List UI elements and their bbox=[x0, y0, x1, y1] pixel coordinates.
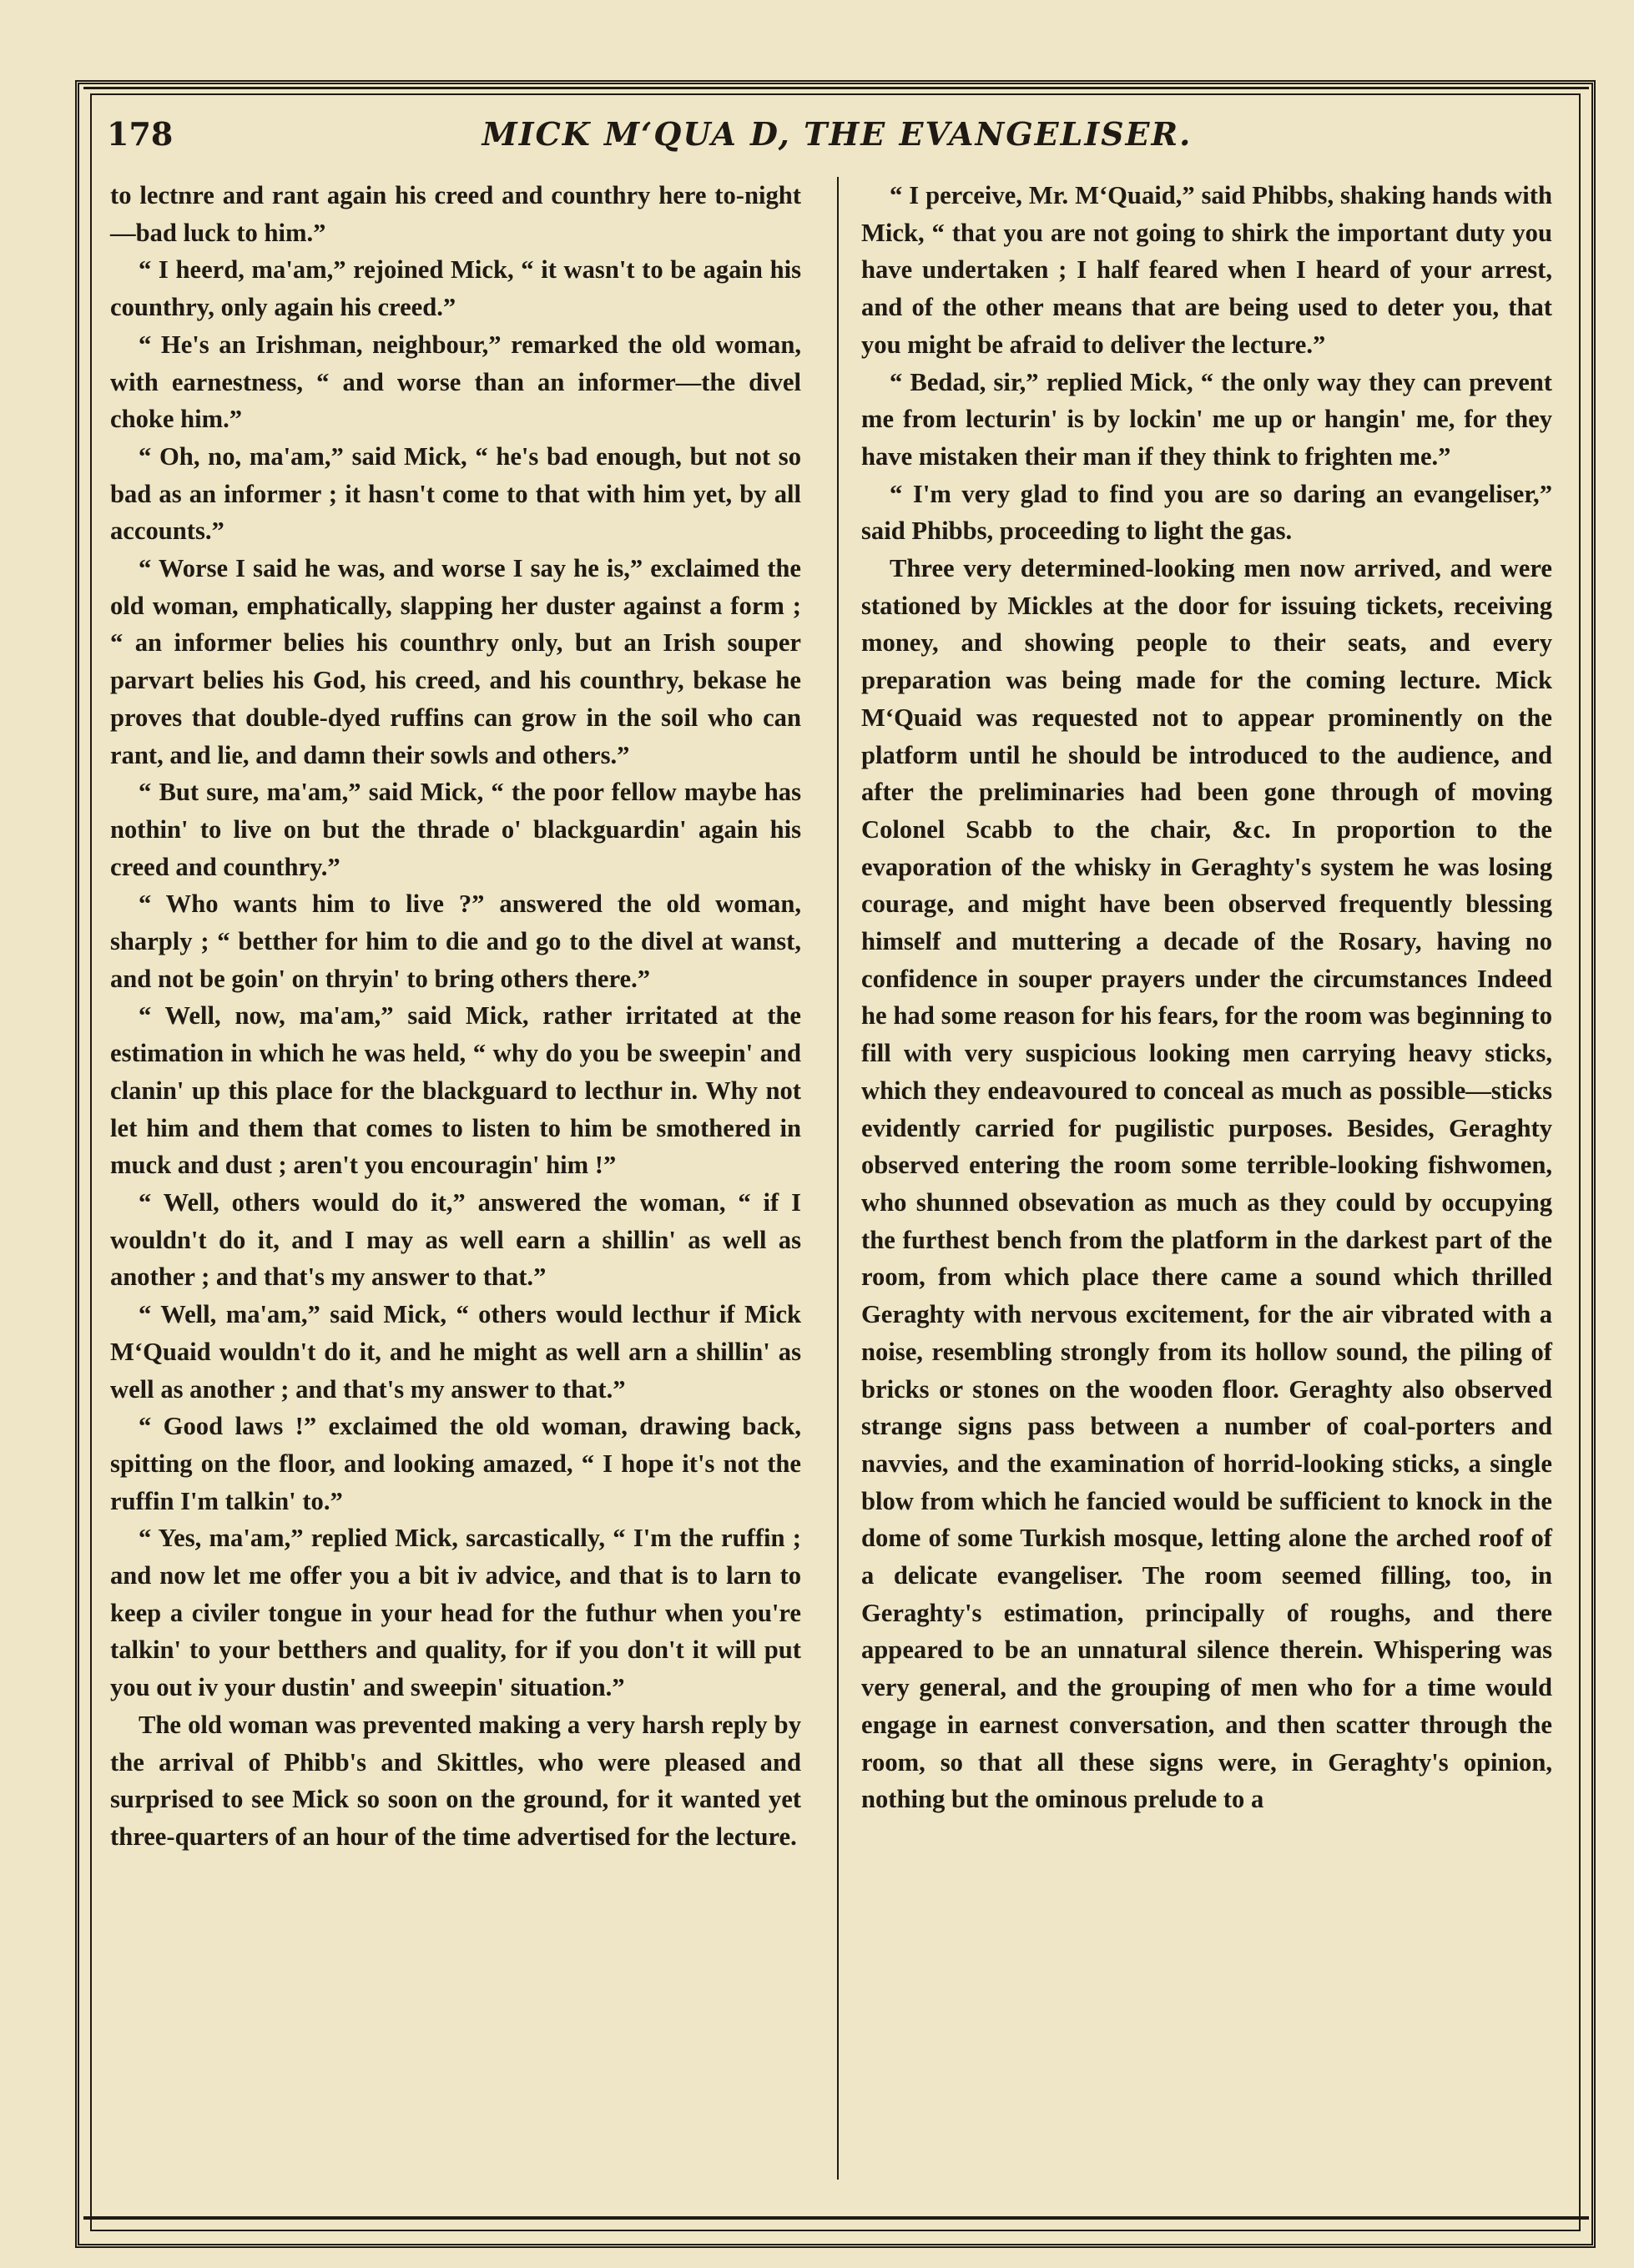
paragraph: Three very determined-looking men now arrived, and were stationed by Mickles at the door for issuing tickets, receiving money, and showing people to their seats, and every preparation was being made for the coming lecture. Mick M‘Quaid was requested not to appear prominently on the platform until he should be introduced to the audience, and after the preliminaries had been gone through of moving Colonel Scabb to the chair, &c. In proportion to the evaporation of the whisky in Geraghty's system he was losing courage, and might have been observed frequently blessing himself and muttering a decade of the Rosary, having no confidence in souper prayers under the circumstances Indeed he had some reason for his fears, for the room was beginning to fill with very suspicious looking men carrying heavy sticks, which they endeavoured to conceal as much as possible—sticks evidently carried for pugilistic purposes. Besides, Geraghty observed entering the room some terrible-looking fishwomen, who shunned obsevation as much as they could by occupying the furthest bench from the platform in the darkest part of the room, from which place there came a sound which thrilled Geraghty with nervous excitement, for the air vibrated with a noise, resembling strongly from its hollow sound, the piling of bricks or stones on the wooden floor. Geraghty also observed strange signs pass between a number of coal-porters and navvies, and the examination of horrid-looking sticks, a single blow from which he fancied would be sufficient to knock in the dome of some Turkish mosque, letting alone the arched roof of a delicate evangeliser. The room seemed filling, too, in Geraghty's estimation, principally of roughs, and there appeared to be an unnatural silence therein. Whispering was very general, and the grouping of men who for a time would engage in earnest conversation, and then scatter through the room, so that all these signs were, in Geraghty's opinion, nothing but the ominous prelude to a bbox=[861, 554, 1552, 1814]
paragraph: “ Well, now, ma'am,” said Mick, rather irritated at the estimation in which he was held, “ why do you be sweepin' and clanin' up this place for the blackguard to lecthur in. Why not let him and them that comes to listen to him be smothered in muck and dust ; aren't you encouragin' him !” bbox=[110, 1001, 801, 1180]
paragraph: to lectnre and rant again his creed and counthry here to-night—bad luck to him.” bbox=[110, 181, 801, 247]
left-column bbox=[110, 177, 801, 1856]
paragraph: “ Yes, ma'am,” replied Mick, sarcastically, “ I'm the ruffin ; and now let me offer you a bit iv advice, and that is to larn to keep a civiler tongue in your head for the futhur when you're talkin' to your betthers and quality, for if you don't it will put you out iv your dustin' and sweepin' situation.” bbox=[110, 1524, 801, 1702]
column-divider bbox=[837, 177, 839, 2180]
paragraph: “ Good laws !” exclaimed the old woman, drawing back, spitting on the floor, and looking amazed, “ I hope it's not the ruffin I'm talkin' to.” bbox=[110, 1412, 801, 1515]
paragraph: “ I heerd, ma'am,” rejoined Mick, “ it wasn't to be again his counthry, only again his creed.” bbox=[110, 255, 801, 322]
bottom-rule bbox=[83, 2216, 1589, 2220]
paragraph: “ Well, others would do it,” answered the woman, “ if I wouldn't do it, and I may as well earn a shillin' as well as another ; and that's my answer to that.” bbox=[110, 1187, 801, 1292]
paragraph: “ Bedad, sir,” replied Mick, “ the only way they can prevent me from lecturin' is by lockin' me up or hangin' me, for they have mistaken their man if they think to frighten me.” bbox=[861, 367, 1552, 471]
paragraph: The old woman was prevented making a very harsh reply by the arrival of Phibb's and Skittles, who were pleased and surprised to see Mick so soon on the ground, for it wanted yet three-quarters of an hour of the time advertised for the lecture. bbox=[110, 1710, 801, 1851]
paragraph: “ Well, ma'am,” said Mick, “ others would lecthur if Mick M‘Quaid wouldn't do it, and he might as well arn a shillin' as well as another ; and that's my answer to that.” bbox=[110, 1300, 801, 1404]
paragraph: “ Who wants him to live ?” answered the old woman, sharply ; “ betther for him to die and go to the divel at wanst, and not be goin' on thryin' to bring others there.” bbox=[110, 890, 801, 993]
paragraph: “ Oh, no, ma'am,” said Mick, “ he's bad enough, but not so bad as an informer ; it hasn't come to that with him yet, by all accounts.” bbox=[110, 441, 801, 546]
right-column bbox=[861, 177, 1552, 1818]
page-number: 178 bbox=[107, 115, 174, 153]
running-title: MICK M‘QUA D, THE EVANGELISER. bbox=[482, 115, 1193, 153]
page-header bbox=[107, 110, 1567, 160]
paragraph: “ He's an Irishman, neighbour,” remarked the old woman, with earnestness, “ and worse than an informer—the divel choke him.” bbox=[110, 330, 801, 434]
paragraph: “ Worse I said he was, and worse I say he is,” exclaimed the old woman, emphatically, slapping her duster against a form ; “ an informer belies his counthry only, but an Irish souper parvart belies his God, his creed, and his counthry, bekase he proves that double-dyed ruffins can grow in the soil who can rant, and lie, and damn their sowls and others.” bbox=[110, 554, 801, 769]
paragraph: “ But sure, ma'am,” said Mick, “ the poor fellow maybe has nothin' to live on but the thrade o' blackguardin' again his creed and counthry.” bbox=[110, 778, 801, 881]
paragraph: “ I'm very glad to find you are so daring an evangeliser,” said Phibbs, proceeding to light the gas. bbox=[861, 479, 1552, 546]
paragraph: “ I perceive, Mr. M‘Quaid,” said Phibbs, shaking hands with Mick, “ that you are not going to shirk the important duty you have undertaken ; I half feared when I heard of your arrest, and of the other means that are being used to deter you, that you might be afraid to deliver the lecture.” bbox=[861, 181, 1552, 359]
